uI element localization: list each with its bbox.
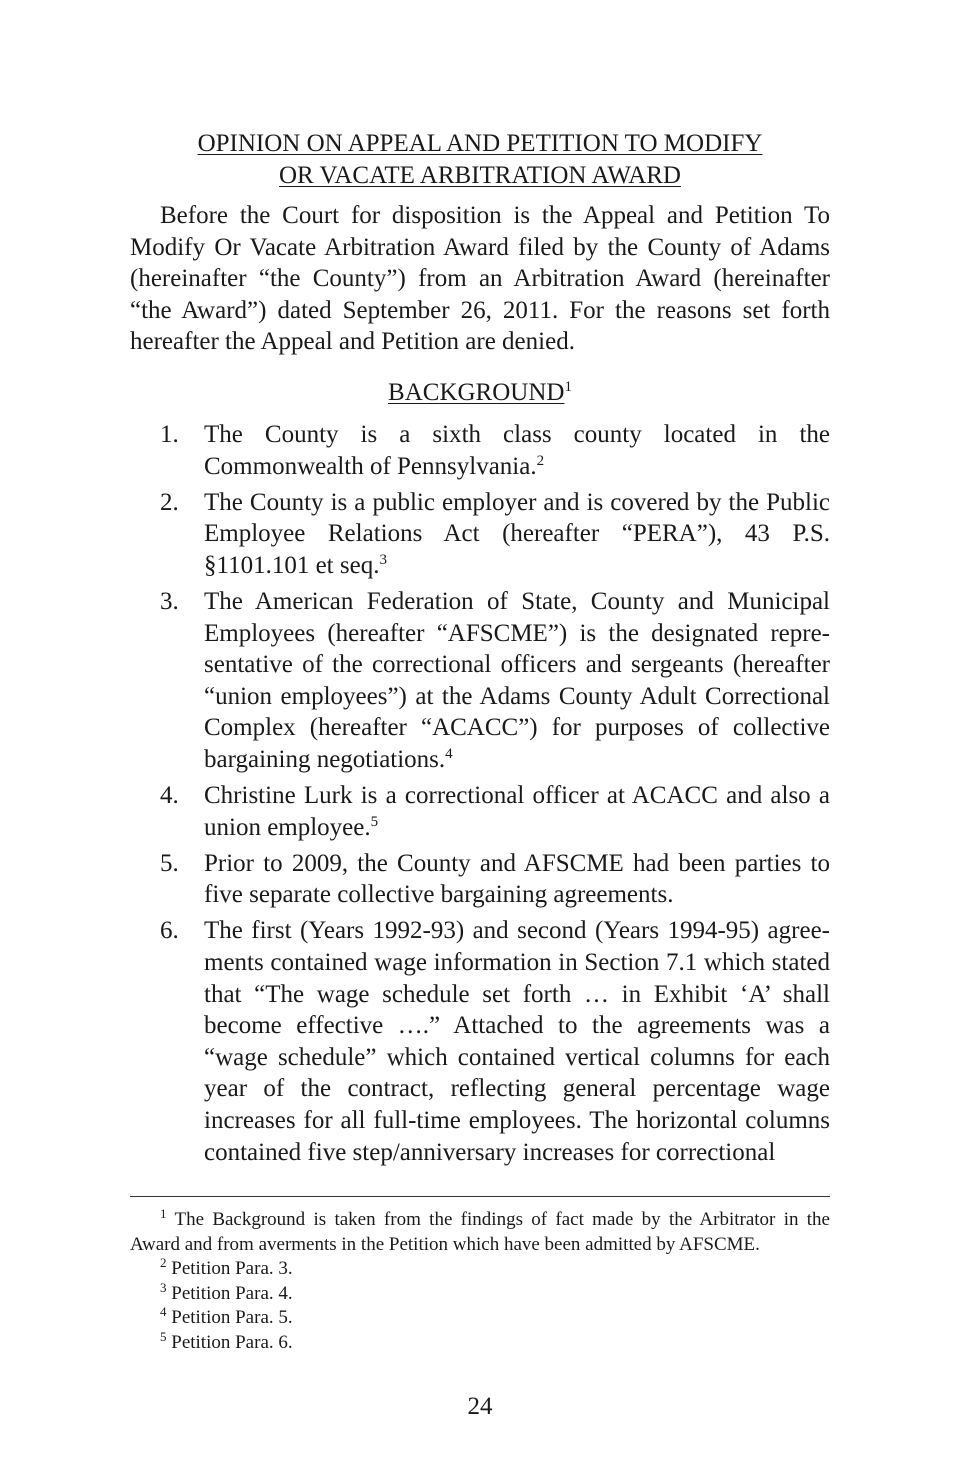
footnote-number: 3 <box>160 1279 167 1295</box>
list-item <box>130 780 830 843</box>
list-item-text: The American Federation of State, County and Municipal Employees (hereafter “AFSCME”) is the designated representative of the correctional officers and sergeants (hereafter “union employees”) at the Adams County Adult Correctional Complex (hereafter “ACACC”) for purposes of collective bargaining negotiations. <box>204 587 830 773</box>
page-number: 24 <box>467 1393 493 1420</box>
footnote-ref: 5 <box>370 813 379 830</box>
footnote-text: The Background is taken from the findings of fact made by the Arbitrator in the Award and from averments in the Petition which have been admitted by AFSCME. <box>130 1209 830 1255</box>
section-heading <box>130 377 830 409</box>
footnote-number: 5 <box>160 1328 167 1344</box>
list-item <box>130 487 830 582</box>
footnote-text: Petition Para. 4. <box>171 1282 293 1304</box>
list-item-number: 6. <box>160 917 179 945</box>
page-title <box>130 128 830 192</box>
list-item-text: The County is a public employer and is covered by the Public Employee Relations Act (hereafter “PERA”), 43 P.S. §1101.101 et seq. <box>204 488 830 579</box>
list-item <box>130 586 830 776</box>
section-heading-text: BACKGROUND <box>388 379 565 406</box>
list-item-number: 5. <box>160 849 179 877</box>
footnote-ref: 4 <box>445 745 453 762</box>
title-line-2: OR VACATE ARBITRATION AWARD <box>279 162 681 189</box>
list-item <box>130 419 830 482</box>
list-item-number: 4. <box>160 782 179 810</box>
footnote-ref: 2 <box>536 452 545 469</box>
list-item-text: Christine Lurk is a correctional officer at ACACC and also a union employee. <box>204 782 830 841</box>
footnote <box>130 1306 830 1331</box>
footnote <box>130 1257 830 1282</box>
list-item-text: The County is a sixth class county located in the Commonwealth of Pennsylvania. <box>204 421 830 480</box>
footnote-number: 2 <box>160 1255 167 1271</box>
list-item <box>130 848 830 911</box>
footnote-text: Petition Para. 6. <box>171 1331 293 1353</box>
list-item <box>130 915 830 1168</box>
footnote-divider <box>130 1196 830 1197</box>
footnotes <box>130 1208 830 1356</box>
footnote-number: 1 <box>160 1206 167 1221</box>
footnote <box>130 1328 830 1356</box>
footnote-ref: 3 <box>379 551 387 568</box>
intro-paragraph: Before the Court for disposition is the Appeal and Petition To Modify Or Vacate Arbitration Award filed by the County of Adams (hereinafter “the County”) from an Arbitration Award (hereinafter “the Award”) dated September 26, 2011. For the reasons set forth hereafter the Appeal and Petition are denied. <box>130 202 830 356</box>
list-item-text: Prior to 2009, the County and AFSCME had been parties to five separate collective bargaining agreements. <box>204 849 830 909</box>
list-item-number: 3. <box>160 587 179 615</box>
footnote <box>130 1279 830 1307</box>
footnote-text: Petition Para. 5. <box>171 1307 293 1329</box>
footnote-number: 4 <box>160 1304 167 1320</box>
list-item-number: 2. <box>160 488 179 516</box>
footnote <box>130 1208 830 1257</box>
title-line-1: OPINION ON APPEAL AND PETITION TO MODIFY <box>197 130 763 157</box>
list-item-text: The first (Years 1992-93) and second (Years 1994-95) agreements contained wage information in Section 7.1 which stated that “The wage schedule set forth … in Exhibit ‘A’ shall become effective ….” Attached to the agreements was a “wage schedule” which contained vertical columns for each year of the contract, reflecting general percentage wage increases for all full-time employees. The horizontal columns contained five step/anniversary increases for correctional <box>204 917 830 1166</box>
footnote-ref: 1 <box>564 379 572 395</box>
background-list <box>130 419 830 1173</box>
list-item-number: 1. <box>160 421 179 448</box>
footnote-text: Petition Para. 3. <box>171 1258 293 1280</box>
